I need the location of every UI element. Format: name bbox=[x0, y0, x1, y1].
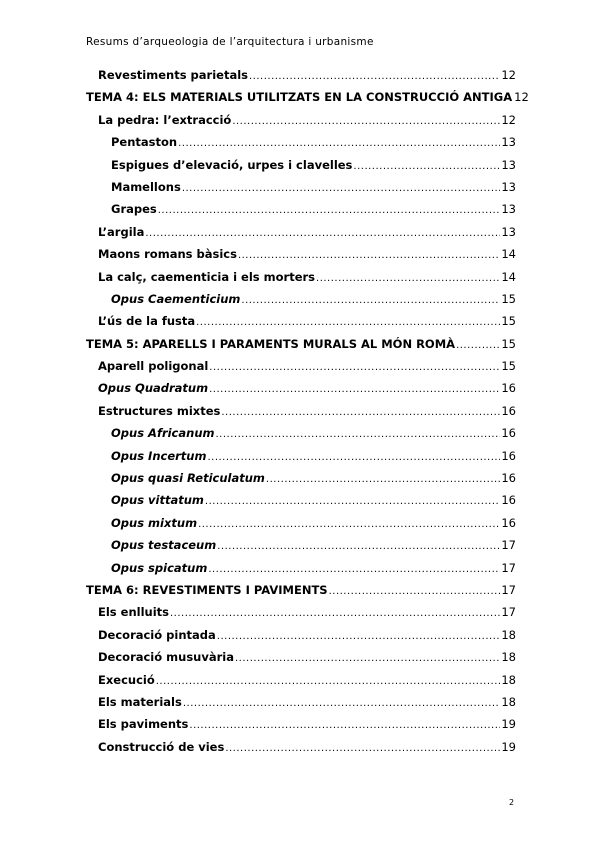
toc-entry-label: Opus mixtum bbox=[111, 515, 198, 530]
toc-entry-page: 15 bbox=[501, 291, 516, 306]
toc-entry-page: 17 bbox=[501, 582, 516, 597]
toc-entry-page: 12 bbox=[501, 68, 516, 82]
toc-entry-page: 16 bbox=[501, 381, 516, 396]
toc-entry-label: L’ús de la fusta bbox=[98, 314, 196, 329]
toc-leader-dots bbox=[205, 493, 500, 507]
toc-entry-label: Els materials bbox=[98, 694, 182, 709]
toc-entry[interactable] bbox=[86, 538, 516, 560]
toc-entry-label: TEMA 4: ELS MATERIALS UTILITZATS EN LA CONSTRUCCIÓ ANTIGA bbox=[86, 90, 513, 105]
toc-entry-page: 16 bbox=[501, 471, 516, 486]
toc-entry[interactable] bbox=[86, 225, 516, 247]
toc-leader-dots bbox=[329, 583, 501, 597]
toc-entry-label: Maons romans bàsics bbox=[98, 247, 237, 262]
toc-leader-dots bbox=[249, 68, 500, 82]
toc-entry-label: Opus quasi Reticulatum bbox=[111, 471, 265, 486]
toc-entry[interactable] bbox=[86, 493, 516, 515]
toc-entry-page: 16 bbox=[501, 448, 516, 463]
toc-entry-label: Opus Incertum bbox=[111, 448, 207, 463]
toc-entry-page: 13 bbox=[501, 202, 516, 217]
toc-leader-dots bbox=[156, 673, 501, 687]
toc-entry[interactable] bbox=[86, 740, 516, 762]
toc-entry-page: 13 bbox=[501, 179, 516, 194]
toc-entry[interactable] bbox=[86, 314, 516, 336]
toc-entry-page: 17 bbox=[501, 560, 516, 575]
toc-entry-label: Opus spicatum bbox=[111, 560, 208, 575]
toc-entry[interactable] bbox=[86, 471, 516, 493]
toc-entry-page: 14 bbox=[501, 269, 516, 284]
toc-entry-label: Estructures mixtes bbox=[98, 403, 221, 418]
toc-entry-label: Aparell poligonal bbox=[98, 359, 209, 374]
toc-entry-label: Mamellons bbox=[111, 179, 181, 194]
toc-entry-page: 12 bbox=[514, 90, 529, 105]
page-number: 2 bbox=[509, 798, 515, 807]
toc-entry[interactable] bbox=[86, 270, 516, 292]
toc-entry-label: Opus Quadratum bbox=[98, 381, 209, 396]
toc-entry-page: 19 bbox=[501, 739, 516, 754]
toc-entry[interactable] bbox=[86, 158, 516, 180]
toc-leader-dots bbox=[196, 314, 500, 328]
table-of-contents bbox=[86, 68, 529, 762]
toc-entry-page: 16 bbox=[501, 403, 516, 418]
toc-entry-page: 18 bbox=[501, 627, 516, 642]
toc-leader-dots bbox=[208, 561, 500, 575]
toc-leader-dots bbox=[217, 628, 501, 642]
toc-entry[interactable] bbox=[86, 359, 516, 381]
toc-leader-dots bbox=[170, 605, 500, 619]
toc-entry-label: Construcció de vies bbox=[98, 739, 225, 754]
toc-entry-page: 15 bbox=[501, 336, 516, 351]
toc-entry-label: Pentaston bbox=[111, 135, 178, 150]
toc-entry-label: Opus testaceum bbox=[111, 538, 217, 553]
toc-entry[interactable] bbox=[86, 695, 516, 717]
toc-entry[interactable] bbox=[86, 605, 516, 627]
toc-entry[interactable] bbox=[86, 628, 516, 650]
toc-leader-dots bbox=[238, 247, 500, 261]
toc-leader-dots bbox=[266, 471, 500, 485]
toc-entry[interactable] bbox=[86, 381, 516, 403]
toc-leader-dots bbox=[207, 449, 500, 463]
toc-leader-dots bbox=[232, 113, 500, 127]
toc-leader-dots bbox=[209, 381, 500, 395]
toc-entry[interactable] bbox=[86, 583, 516, 605]
toc-leader-dots bbox=[189, 717, 500, 731]
toc-leader-dots bbox=[145, 225, 500, 239]
toc-entry-page: 16 bbox=[501, 493, 516, 508]
toc-entry-label: TEMA 5: APARELLS I PARAMENTS MURALS AL MÓN ROMÀ bbox=[86, 336, 456, 351]
toc-leader-dots bbox=[183, 695, 501, 709]
toc-leader-dots bbox=[225, 740, 500, 754]
toc-leader-dots bbox=[241, 292, 500, 306]
toc-leader-dots bbox=[316, 270, 500, 284]
running-header: Resums d’arqueologia de l’arquitectura i urbanisme bbox=[86, 36, 374, 48]
toc-entry-page: 17 bbox=[501, 605, 516, 620]
toc-entry-label: Decoració pintada bbox=[98, 627, 216, 642]
toc-entry[interactable] bbox=[86, 516, 516, 538]
toc-entry-page: 18 bbox=[501, 672, 516, 687]
toc-entry-label: Opus vittatum bbox=[111, 493, 204, 508]
toc-entry-label: Els enlluits bbox=[98, 605, 169, 620]
toc-leader-dots bbox=[235, 650, 500, 664]
toc-entry[interactable] bbox=[86, 337, 516, 359]
toc-entry[interactable] bbox=[86, 292, 516, 314]
toc-entry-label: La pedra: l’extracció bbox=[98, 112, 232, 127]
toc-entry[interactable] bbox=[86, 90, 529, 112]
toc-entry-page: 15 bbox=[501, 314, 516, 329]
toc-entry[interactable] bbox=[86, 561, 516, 583]
toc-entry[interactable] bbox=[86, 673, 516, 695]
toc-entry-page: 19 bbox=[501, 717, 516, 732]
toc-entry[interactable] bbox=[86, 404, 516, 426]
toc-entry-label: Opus Caementicium bbox=[111, 291, 241, 306]
toc-leader-dots bbox=[456, 337, 500, 351]
toc-entry-label: Execució bbox=[98, 672, 155, 687]
toc-entry[interactable] bbox=[86, 135, 516, 157]
toc-entry-page: 14 bbox=[501, 247, 516, 262]
toc-leader-dots bbox=[217, 538, 500, 552]
toc-leader-dots bbox=[198, 516, 500, 530]
toc-entry-page: 15 bbox=[501, 359, 516, 374]
toc-entry-page: 18 bbox=[501, 694, 516, 709]
toc-entry-page: 13 bbox=[501, 224, 516, 239]
toc-leader-dots bbox=[216, 426, 501, 440]
toc-entry-label: TEMA 6: REVESTIMENTS I PAVIMENTS bbox=[86, 582, 328, 597]
toc-entry-page: 17 bbox=[501, 538, 516, 553]
toc-leader-dots bbox=[158, 202, 501, 216]
toc-entry[interactable] bbox=[86, 650, 516, 672]
toc-entry-page: 13 bbox=[501, 157, 516, 172]
toc-entry-page: 18 bbox=[501, 650, 516, 665]
toc-entry-label: Revestiments parietals bbox=[98, 68, 248, 82]
toc-entry[interactable] bbox=[86, 180, 516, 202]
toc-entry-label: Grapes bbox=[111, 202, 157, 217]
toc-leader-dots bbox=[178, 135, 500, 149]
toc-entry[interactable] bbox=[86, 202, 516, 224]
toc-entry-page: 12 bbox=[501, 112, 516, 127]
toc-entry-label: La calç, caementicia i els morters bbox=[98, 269, 316, 284]
toc-entry[interactable] bbox=[86, 426, 516, 448]
toc-entry[interactable] bbox=[86, 449, 516, 471]
toc-entry-label: Opus Africanum bbox=[111, 426, 215, 441]
toc-entry-label: Espigues d’elevació, urpes i clavelles bbox=[111, 157, 353, 172]
toc-entry-label: L’argila bbox=[98, 224, 145, 239]
toc-leader-dots bbox=[353, 158, 500, 172]
toc-entry-page: 13 bbox=[501, 135, 516, 150]
toc-entry[interactable] bbox=[86, 717, 516, 739]
toc-entry-page: 16 bbox=[501, 426, 516, 441]
toc-entry[interactable] bbox=[86, 68, 516, 90]
toc-leader-dots bbox=[221, 404, 500, 418]
toc-entry-label: Decoració musuvària bbox=[98, 650, 234, 665]
toc-entry[interactable] bbox=[86, 113, 516, 135]
toc-leader-dots bbox=[182, 180, 501, 194]
toc-entry[interactable] bbox=[86, 247, 516, 269]
toc-entry-page: 16 bbox=[501, 515, 516, 530]
toc-leader-dots bbox=[209, 359, 500, 373]
toc-entry-label: Els paviments bbox=[98, 717, 189, 732]
